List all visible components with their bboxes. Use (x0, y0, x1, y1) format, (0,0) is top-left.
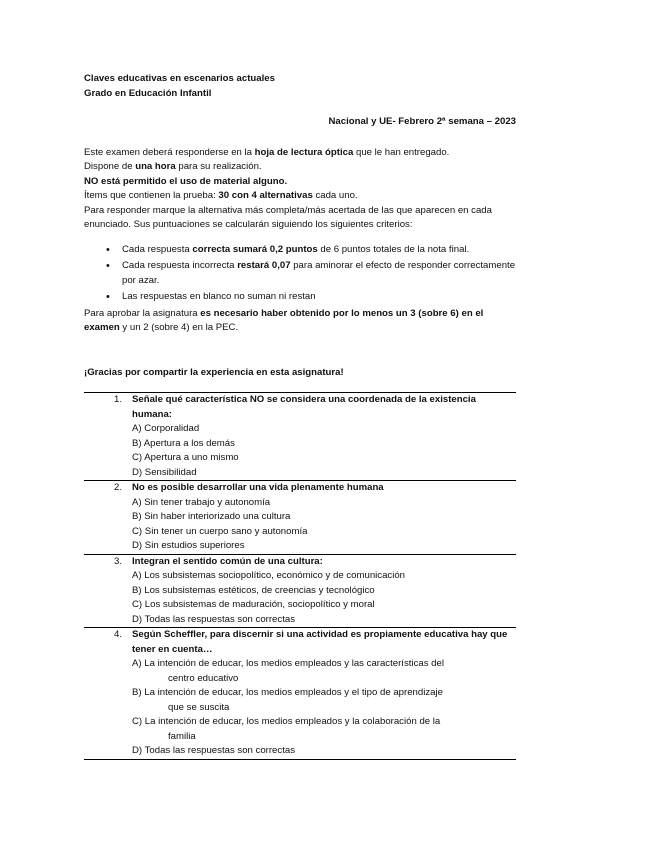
question-text: No es posible desarrollar una vida plenamente humana (132, 482, 384, 493)
answer-option: A) Sin tener trabajo y autonomía (132, 496, 271, 508)
question-row (84, 481, 516, 555)
answer-option: B) Los subsistemas estéticos, de creencias y tecnológico (132, 584, 375, 596)
instruction-line-1: Este examen deberá responderse en la hoja de lectura óptica que le han entregado. (84, 146, 450, 158)
question-number: 4. (114, 629, 123, 640)
question-number: 1. (114, 394, 123, 405)
instruction-line-2: Dispone de una hora para su realización. (84, 161, 262, 172)
question-text: Integran el sentido común de una cultura: (132, 555, 323, 567)
question-row (84, 628, 516, 760)
answer-option: A) Corporalidad (132, 423, 200, 434)
answer-option: D) Sensibilidad (132, 466, 197, 478)
answer-option: A) Los subsistemas sociopolítico, económico y de comunicación (132, 570, 406, 581)
answer-option: B) Apertura a los demás (132, 437, 235, 449)
question-row (84, 393, 516, 481)
approval-note: Para aprobar la asignatura es necesario haber obtenido por lo menos un 3 (sobre 6) en el examen y un 2 (sobre 4) en la PEC. (84, 307, 484, 333)
question-row (84, 554, 516, 628)
instruction-line-5: Para responder marque la alternativa más completa/más acertada de las que aparecen en cada enunciado. Sus puntuaciones se calcularán siguiendo los siguientes criterios: (84, 204, 492, 230)
answer-option: D) Sin estudios superiores (132, 540, 245, 551)
answer-option: C) Los subsistemas de maduración, sociopolítico y moral (132, 599, 375, 610)
question-text: Señale qué característica NO se considera una coordenada de la existencia humana: (132, 394, 476, 420)
answer-option: A) La intención de educar, los medios empleados y las características del centro educativo (132, 658, 444, 684)
answer-option: C) La intención de educar, los medios empleados y la colaboración de la familia (132, 716, 441, 742)
exam-page (84, 72, 516, 760)
answer-option: B) La intención de educar, los medios empleados y el tipo de aprendizaje que se suscita (132, 687, 443, 713)
instruction-line-4: Ítems que contienen la prueba: 30 con 4 alternativas cada uno. (84, 190, 358, 201)
answer-option: C) Sin tener un cuerpo sano y autonomía (132, 525, 308, 537)
scoring-criteria-list (84, 243, 516, 305)
question-text: Según Scheffler, para discernir si una actividad es propiamente educativa hay que tener en cuenta… (132, 629, 508, 655)
answer-option: C) Apertura a uno mismo (132, 452, 239, 463)
answer-option: D) Todas las respuestas son correctas (132, 613, 295, 625)
degree-title: Grado en Educación Infantil (84, 87, 212, 99)
answer-option: D) Todas las respuestas son correctas (132, 745, 295, 756)
criteria-item: • Cada respuesta incorrecta restará 0,07 para aminorar el efecto de responder correctamente por azar. (122, 259, 516, 288)
thanks-message: ¡Gracias por compartir la experiencia en esta asignatura! (84, 366, 344, 378)
answer-option: B) Sin haber interiorizado una cultura (132, 511, 291, 522)
course-title: Claves educativas en escenarios actuales (84, 73, 275, 84)
question-number: 2. (114, 482, 123, 493)
questions-table (84, 392, 516, 760)
session-label: Nacional y UE- Febrero 2ª semana – 2023 (328, 116, 516, 127)
instruction-line-3: NO está permitido el uso de material alguno. (84, 175, 288, 187)
criteria-item: • Cada respuesta correcta sumará 0,2 puntos de 6 puntos totales de la nota final. (122, 243, 516, 258)
criteria-item: • Las respuestas en blanco no suman ni restan (122, 290, 516, 305)
question-number: 3. (114, 555, 123, 567)
